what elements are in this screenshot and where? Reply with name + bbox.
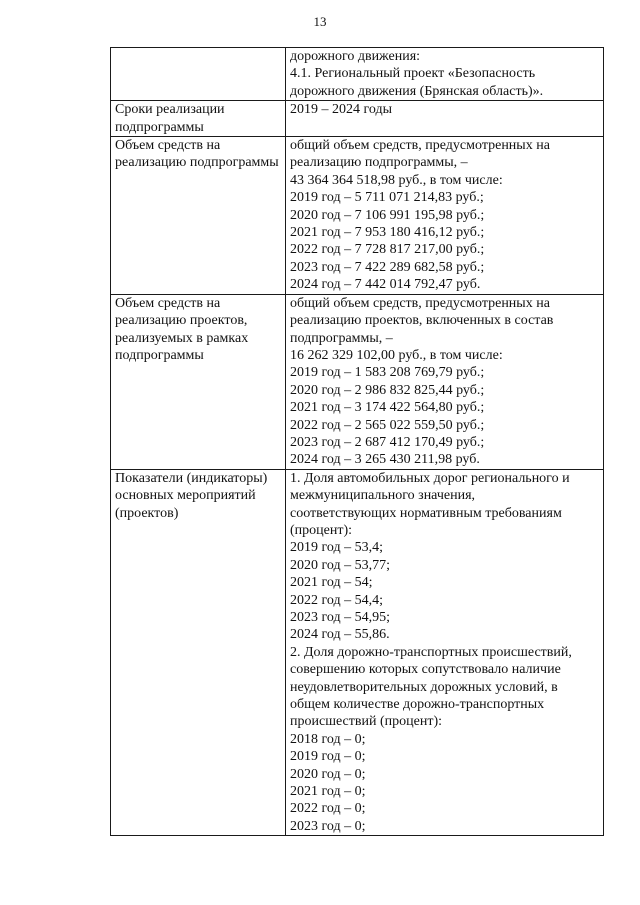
label-line: Объем средств на [115,295,221,311]
value-line: 2020 год – 53,77; [290,557,391,573]
value-line: 2020 год – 7 106 991 195,98 руб.; [290,207,485,223]
value-line: 2018 год – 0; [290,731,366,747]
value-line: реализацию проектов, включенных в состав [290,313,554,329]
value-line: общий объем средств, предусмотренных на [290,295,550,311]
value-line: 2020 год – 2 986 832 825,44 руб.; [290,382,485,398]
value-line: 2021 год – 0; [290,784,366,800]
value-line: соответствующих нормативным требованиям [290,505,562,521]
row-value-subprogram-funding [286,137,604,295]
value-line: 4.1. Региональный проект «Безопасность [290,66,536,82]
value-line: 2019 год – 1 583 208 769,79 руб.; [290,365,485,381]
page-number: 13 [313,14,327,29]
value-line: 43 364 364 518,98 руб., в том числе: [290,172,503,188]
table-row-implementation-period [111,101,604,137]
label-line: подпрограммы [115,347,204,363]
value-line: реализацию подпрограммы, – [290,155,468,171]
row-value-indicators [286,469,604,836]
value-line: 2022 год – 7 728 817 217,00 руб.; [290,242,485,258]
value-line: 2023 год – 7 422 289 682,58 руб.; [290,259,485,275]
row-label-projects-funding [111,294,286,469]
label-line: Показатели (индикаторы) [115,470,268,486]
value-line: 1. Доля автомобильных дорог регионального и [290,470,570,486]
value-line: 2024 год – 7 442 014 792,47 руб. [290,277,481,293]
value-line: общем количестве дорожно-транспортных [290,697,545,713]
row-value-projects-funding [286,294,604,469]
value-line: дорожного движения: [290,49,421,64]
value-line: неудовлетворительных дорожных условий, в [290,679,558,695]
table-row-road-safety-project [111,48,604,101]
value-line: 2019 год – 0; [290,749,366,765]
value-line: 2024 год – 3 265 430 211,98 руб. [290,452,480,468]
value-line: 2019 – 2024 годы [290,102,393,118]
row-value-road-safety-project [286,48,604,101]
subprogram-passport-table [110,47,604,836]
value-line: происшествий (процент): [290,714,442,730]
value-line: 2. Доля дорожно-транспортных происшествий, [290,644,572,660]
value-line: 2024 год – 55,86. [290,627,390,643]
label-line: реализацию проектов, [115,313,248,329]
value-line: 2023 год – 0; [290,818,366,834]
table-row-indicators [111,469,604,836]
row-label-empty [111,48,286,101]
row-label-implementation-period [111,101,286,137]
value-line: 2021 год – 54; [290,575,373,591]
label-line: Объем средств на [115,138,221,154]
value-line: 2021 год – 3 174 422 564,80 руб.; [290,400,485,416]
value-line: межмуниципального значения, [290,488,476,504]
value-line: 2022 год – 54,4; [290,592,384,608]
value-line: 2022 год – 0; [290,801,366,817]
value-line: 2019 год – 5 711 071 214,83 руб.; [290,190,484,206]
row-value-implementation-period [286,101,604,137]
label-line: (проектов) [115,505,179,521]
value-line: 2023 год – 2 687 412 170,49 руб.; [290,434,485,450]
value-line: (процент): [290,522,353,538]
table-row-subprogram-funding [111,137,604,295]
value-line: 2021 год – 7 953 180 416,12 руб.; [290,225,485,241]
value-line: 2019 год – 53,4; [290,540,384,556]
value-line: дорожного движения (Брянская область)». [290,83,544,99]
label-line: подпрограммы [115,119,204,135]
row-label-subprogram-funding [111,137,286,295]
value-line: 2023 год – 54,95; [290,610,391,625]
value-line: 16 262 329 102,00 руб., в том числе: [290,347,503,363]
value-line: подпрограммы, – [290,330,393,346]
value-line: 2020 год – 0; [290,766,366,782]
label-line: реализуемых в рамках [115,330,249,346]
value-line: 2022 год – 2 565 022 559,50 руб.; [290,417,485,433]
table-row-projects-funding [111,294,604,469]
label-line: реализацию подпрограммы [115,155,279,171]
value-line: совершению которых сопутствовало наличие [290,662,561,678]
label-line: основных мероприятий [115,488,256,504]
label-line: Сроки реализации [115,102,225,118]
value-line: общий объем средств, предусмотренных на [290,138,550,154]
row-label-indicators [111,469,286,836]
